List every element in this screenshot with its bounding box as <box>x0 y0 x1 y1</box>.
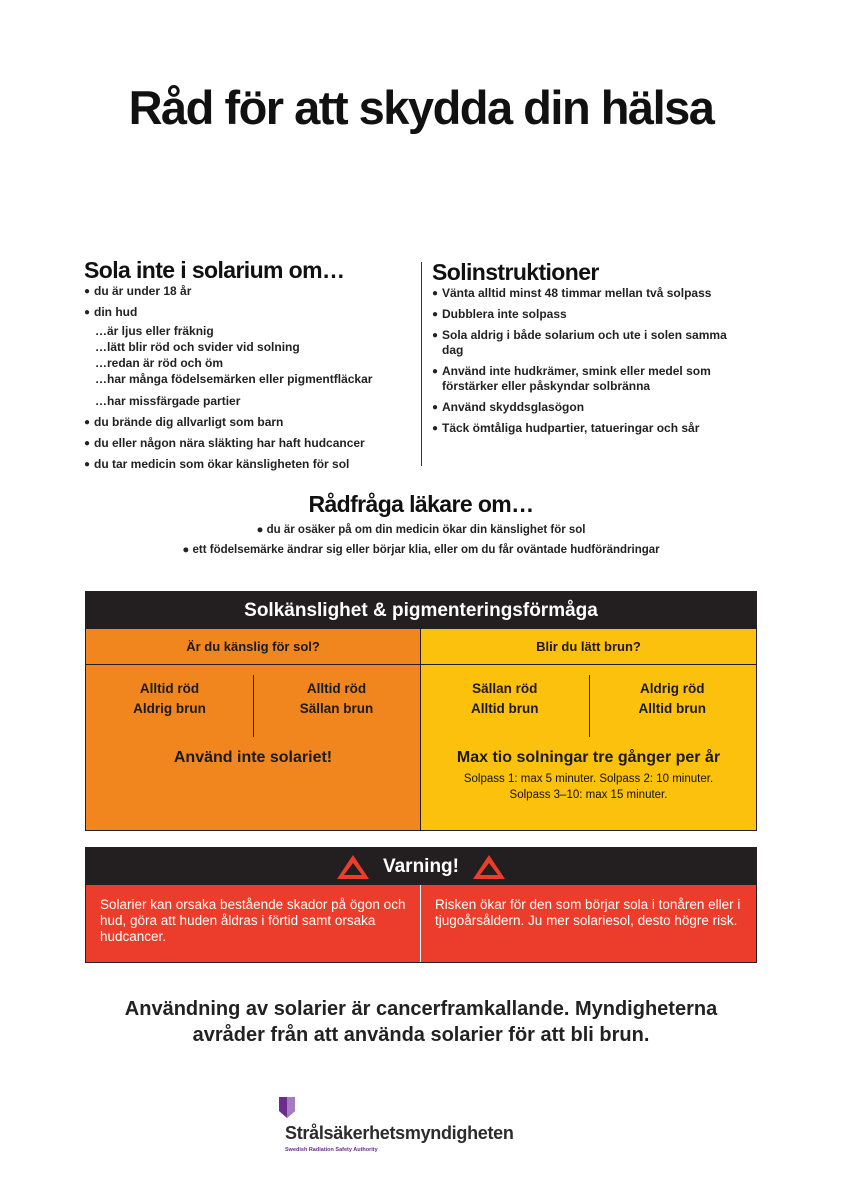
left-column <box>84 256 414 478</box>
bullet-icon: ● <box>432 402 439 413</box>
consult-item: ● ett födelsemärke ändrar sig eller börjar klia, eller om du får oväntade hudförändringar <box>182 544 660 556</box>
warning-header <box>86 848 756 885</box>
list-item: …har många födelsemärken eller pigmentfläckar <box>95 372 373 386</box>
list-item: ● Använd inte hudkrämer, smink eller medel som förstärker eller påskyndar solbränna <box>432 364 711 393</box>
sensitivity-result: Max tio solningar tre gånger per år <box>456 749 721 766</box>
page-title: Råd för att skydda din hälsa <box>128 81 714 134</box>
closing-statement: Användning av solarier är cancerframkallande. Myndigheterna avråder från att använda solarier för att bli brun. <box>124 998 718 1046</box>
bullet-icon: ● <box>84 438 91 449</box>
sensitivity-title: Solkänslighet & pigmenteringsförmåga <box>86 592 756 629</box>
authority-logo <box>279 1097 579 1159</box>
bullet-icon: ● <box>432 330 439 341</box>
bullet-icon: ● <box>432 309 439 320</box>
answer-cell: Alltid röd Sällan brun <box>299 681 374 716</box>
consult-item: ● du är osäker på om din medicin ökar din känslighet för sol <box>256 524 586 536</box>
list-item: ● Vänta alltid minst 48 timmar mellan två solpass <box>432 286 712 300</box>
bullet-icon: ● <box>432 423 439 434</box>
answer-divider <box>253 675 254 737</box>
sensitivity-question: Blir du lätt brun? <box>421 629 756 665</box>
bullet-icon: ● <box>432 288 439 299</box>
sensitivity-orange-panel <box>86 629 421 830</box>
consult-heading: Rådfråga läkare om… <box>308 491 534 517</box>
list-item: ● du är under 18 år <box>84 284 192 298</box>
list-item: ● din hud <box>84 305 138 319</box>
sensitivity-note: Solpass 1: max 5 minuter. Solpass 2: 10 minuter. Solpass 3–10: max 15 minuter. <box>463 773 714 801</box>
sensitivity-result: Använd inte solariet! <box>173 749 333 766</box>
warning-triangle-icon <box>471 853 507 881</box>
warning-triangle-icon <box>335 853 371 881</box>
bullet-icon: ● <box>84 286 91 297</box>
list-item: …lätt blir röd och svider vid solning <box>95 340 300 354</box>
left-heading: Sola inte i solarium om… <box>84 257 345 283</box>
list-item: …är ljus eller fräknig <box>95 324 214 338</box>
warning-body <box>86 885 756 962</box>
right-heading: Solinstruktioner <box>432 259 599 285</box>
list-item: ● Täck ömtåliga hudpartier, tatueringar och sår <box>432 421 700 435</box>
bullet-icon: ● <box>84 307 91 318</box>
sensitivity-question: Är du känslig för sol? <box>86 629 420 665</box>
warning-title: Varning! <box>382 855 459 877</box>
shield-logo-icon <box>279 1097 295 1119</box>
logo-name: Strålsäkerhetsmyndigheten <box>285 1123 514 1143</box>
warning-box <box>85 847 757 963</box>
bullet-icon: ● <box>182 544 193 556</box>
warning-text-left: Solarier kan orsaka bestående skador på ögon och hud, göra att huden åldras i förtid samt orsaka hudcancer. <box>86 885 421 962</box>
list-item: ● du eller någon nära släkting har haft hudcancer <box>84 436 365 450</box>
right-column <box>432 256 762 442</box>
list-item: ● du brände dig allvarligt som barn <box>84 415 284 429</box>
answer-divider <box>589 675 590 737</box>
sensitivity-body <box>86 629 756 830</box>
answer-cell: Alltid röd Aldrig brun <box>133 681 206 716</box>
list-item: …redan är röd och öm <box>95 356 224 370</box>
list-item: …har missfärgade partier <box>95 394 241 408</box>
bullet-icon: ● <box>256 524 267 536</box>
list-item: ● Sola aldrig i både solarium och ute i solen samma dag <box>432 328 727 357</box>
list-item: ● Använd skyddsglasögon <box>432 400 585 414</box>
logo-subtitle: Swedish Radiation Safety Authority <box>285 1147 378 1153</box>
answer-cell: Sällan röd Alltid brun <box>471 681 539 716</box>
left-list <box>84 284 414 472</box>
column-divider <box>421 262 422 466</box>
sensitivity-table <box>85 591 757 831</box>
list-item: ● du tar medicin som ökar känsligheten för sol <box>84 457 350 471</box>
bullet-icon: ● <box>84 459 91 470</box>
answer-pair <box>86 675 420 738</box>
answer-cell: Aldrig röd Alltid brun <box>638 681 706 716</box>
bullet-icon: ● <box>432 366 439 377</box>
sensitivity-yellow-panel <box>421 629 756 830</box>
bullet-icon: ● <box>84 417 91 428</box>
warning-text-right: Risken ökar för den som börjar sola i tonåren eller i tjugoårsåldern. Ju mer solariesol, desto högre risk. <box>435 897 741 928</box>
consult-section <box>0 490 842 558</box>
answer-pair <box>421 675 756 738</box>
list-item: ● Dubblera inte solpass <box>432 307 567 321</box>
right-list <box>432 286 762 436</box>
